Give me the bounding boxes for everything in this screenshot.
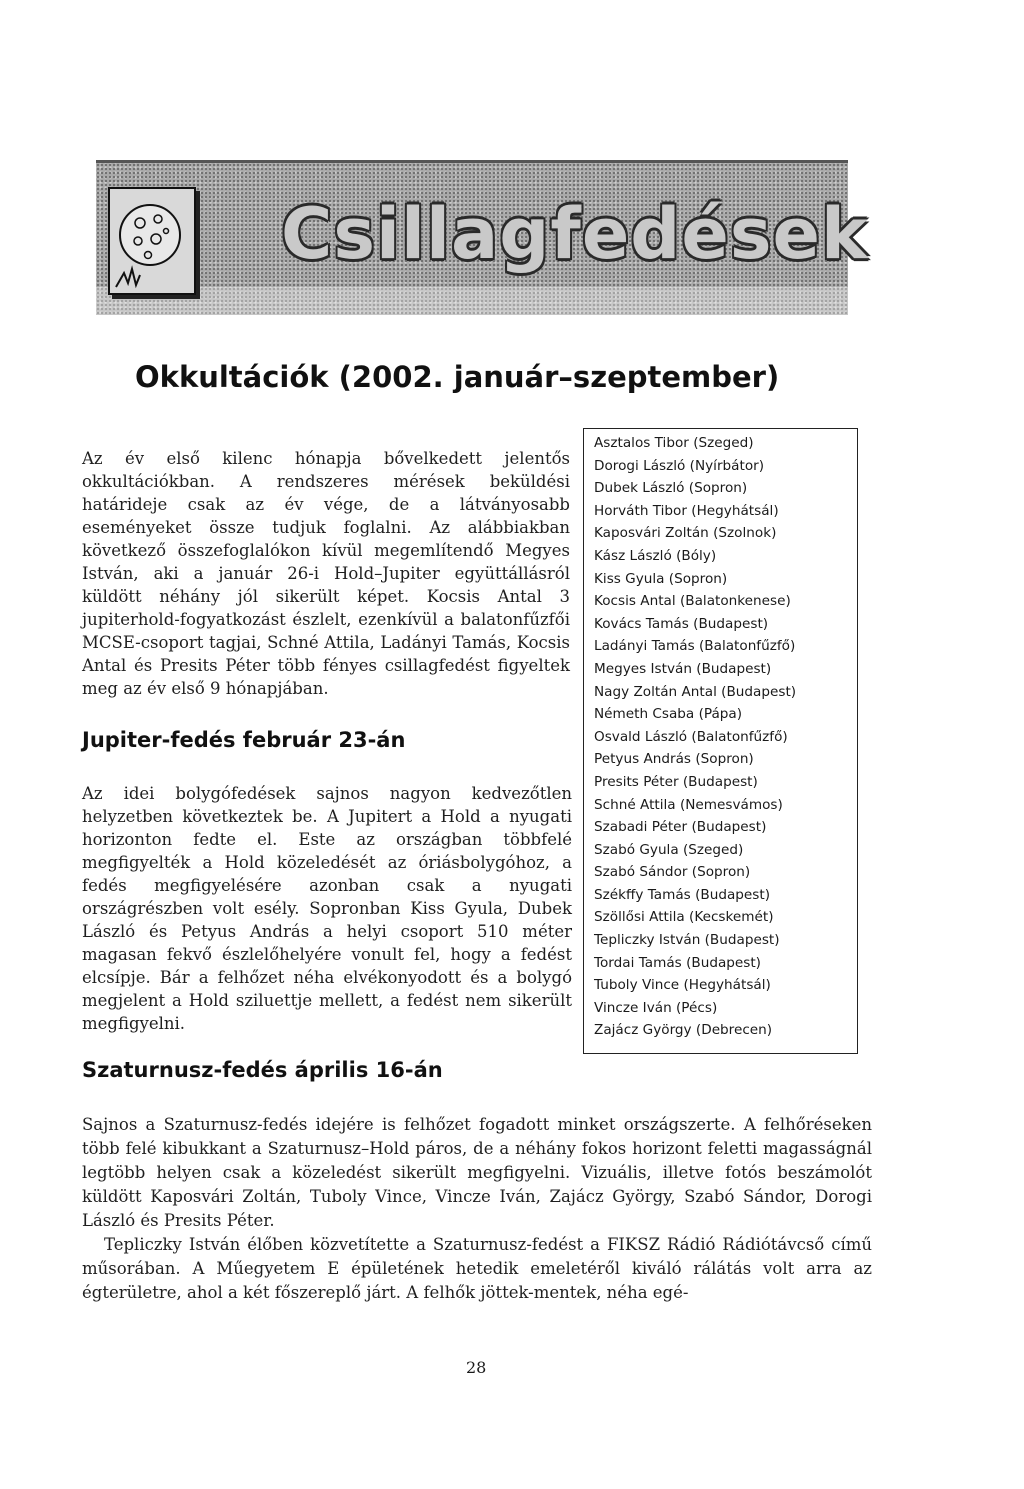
observer-item: Vincze Iván (Pécs) — [594, 999, 718, 1016]
observer-item: Dubek László (Sopron) — [594, 480, 748, 497]
saturn-paragraph-1: Sajnos a Szaturnusz-fedés idejére is felhőzet fogadott minket országszerte. A felhőréseken több felé kibukkant a Szaturnusz–Hold páros, de a néhány fokos horizont feletti magasságnál legtöbb helyen csak a közeledést sikerült megfigyelni. Vizuális, illetve fotós beszámolót küldött Kaposvári Zoltán, Tuboly Vince, Vincze Iván, Zajácz György, Szabó Sándor, Dorogi László és Presits Péter. — [82, 1114, 872, 1230]
jupiter-paragraph: Az idei bolygófedések sajnos nagyon kedvezőtlen helyzetben következtek be. A Jupitert a Hold a nyugati horizonton fedte el. Este az országban többfelé megfigyelték a Hold közeledését az óriásbolygóhoz, a fedés megfigyelésére azonban csak a nyugati országrészben volt esély. Sopronban Kiss Gyula, Dubek László és Petyus András a helyi csoport 510 méter magasan fekvő észlelőhelyére vonult fel, hogy a fedést elcsípje. Bár a felhőzet néha elvékonyodott és a bolygó megjelent a Hold sziluettje mellett, a fedést nem sikerült megfigyelni. — [82, 783, 572, 1033]
observer-item: Kász László (Bóly) — [594, 547, 717, 564]
observer-item: Szöllősi Attila (Kecskemét) — [594, 909, 774, 926]
observer-item: Osvald László (Balatonfűzfő) — [594, 728, 788, 745]
section-heading-saturn: Szaturnusz-fedés április 16-án — [82, 1058, 443, 1082]
page-number: 28 — [466, 1358, 487, 1377]
section-banner — [96, 160, 869, 315]
observer-item: Kovács Tamás (Budapest) — [594, 615, 769, 632]
observer-list — [594, 432, 857, 1042]
observer-item: Nagy Zoltán Antal (Budapest) — [594, 683, 797, 700]
observer-item: Németh Csaba (Pápa) — [594, 706, 743, 723]
observer-item: Petyus András (Sopron) — [594, 751, 754, 768]
observer-item: Ladányi Tamás (Balatonfűzfő) — [594, 638, 796, 655]
intro-paragraph: Az év első kilenc hónapja bővelkedett jelentős okkultációkban. A rendszeres mérések beküldési határideje csak az év vége, de a látványosabb eseményeket össze tudjuk foglalni. Az alábbiakban következő összefoglalókon kívül megemlítendő Megyes István, aki a január 26-i Hold–Jupiter együttállásról küldött néhány jól sikerült képet. Kocsis Antal 3 jupiterhold-fogyatkozást észlelt, ezenkívül a balatonfűzfői MCSE-csoport tagjai, Schné Attila, Ladányi Tamás, Kocsis Antal és Presits Péter több fényes csillagfedést figyeltek meg az év első 9 hónapjában. — [82, 448, 570, 698]
observer-item: Zajácz György (Debrecen) — [594, 1022, 773, 1039]
observer-item: Tuboly Vince (Hegyhátsál) — [594, 977, 771, 994]
observer-item: Kiss Gyula (Sopron) — [594, 570, 728, 587]
article-subtitle: Okkultációk (2002. január–szeptember) — [135, 360, 780, 394]
observer-item: Kocsis Antal (Balatonkenese) — [594, 593, 791, 610]
observer-item: Megyes István (Budapest) — [594, 660, 772, 677]
observer-item: Szabó Sándor (Sopron) — [594, 864, 751, 881]
observer-item: Horváth Tibor (Hegyhátsál) — [594, 502, 779, 519]
moon-logo-icon — [108, 187, 196, 295]
observer-item: Tordai Tamás (Budapest) — [594, 954, 761, 971]
observer-item: Schné Attila (Nemesvámos) — [594, 796, 783, 813]
observer-item: Tepliczky István (Budapest) — [594, 932, 780, 949]
observer-item: Szabó Gyula (Szeged) — [594, 841, 744, 858]
saturn-paragraph-2: Tepliczky István élőben közvetítette a Szaturnusz-fedést a FIKSZ Rádió Rádiótávcső című műsorában. A Műegyetem E épületének hetedik emeletéről kiváló rálátás volt arra az égterületre, ahol a két főszereplő járt. A felhők jöttek-mentek, néha egé- — [82, 1234, 872, 1302]
observer-list-box — [583, 428, 858, 1054]
banner-title: Csillagfedések — [281, 193, 869, 275]
observer-item: Presits Péter (Budapest) — [594, 773, 758, 790]
observer-item: Kaposvári Zoltán (Szolnok) — [594, 525, 777, 542]
section-heading-jupiter: Jupiter-fedés február 23-án — [82, 728, 406, 752]
observer-item: Székffy Tamás (Budapest) — [594, 886, 771, 903]
observer-item: Dorogi László (Nyírbátor) — [594, 457, 765, 474]
observer-item: Szabadi Péter (Budapest) — [594, 819, 767, 836]
observer-item: Asztalos Tibor (Szeged) — [594, 435, 754, 451]
